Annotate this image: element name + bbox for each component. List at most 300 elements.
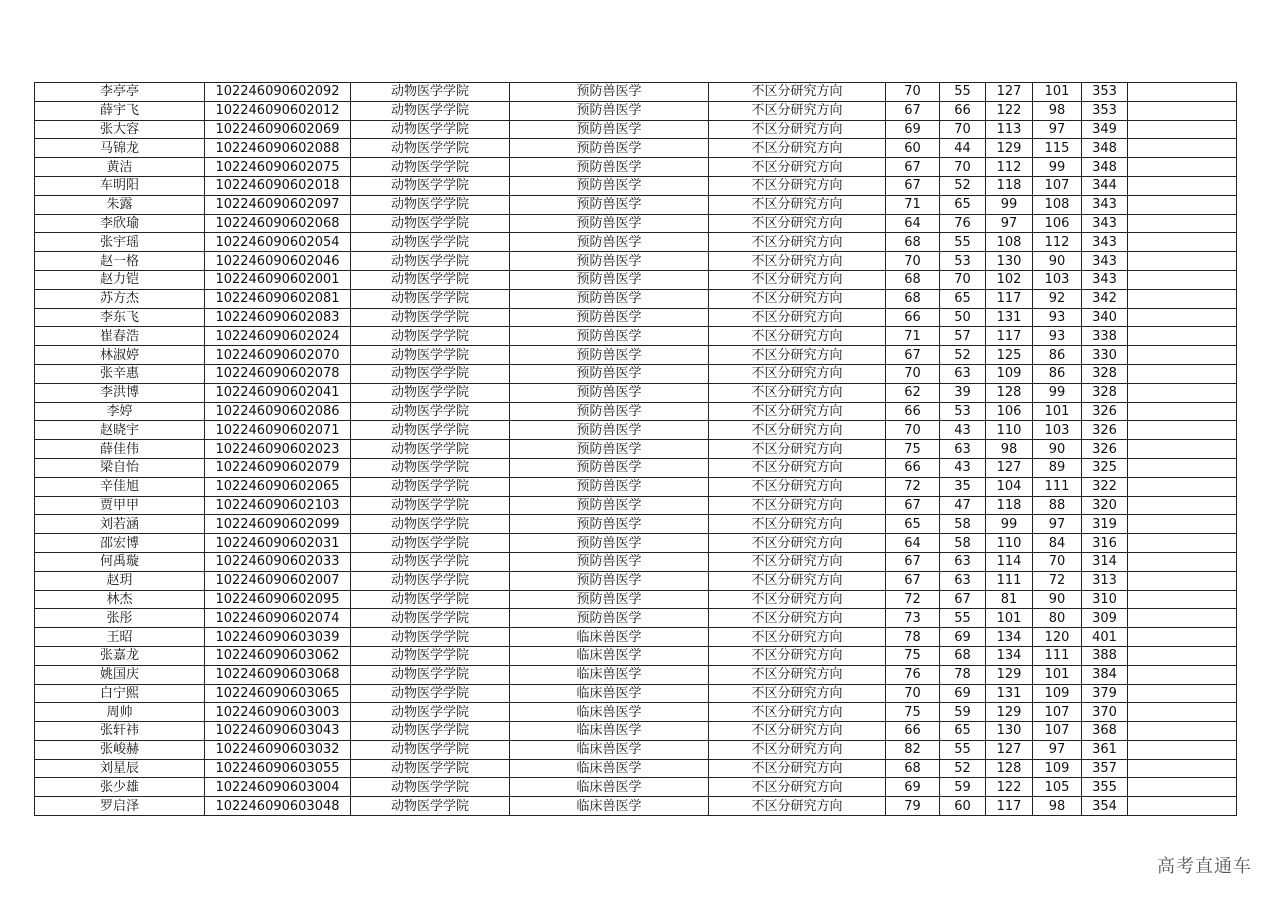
table-row — [35, 534, 1237, 553]
exam-id-cell: 102246090603039 — [205, 628, 351, 647]
total-score-cell: 338 — [1082, 327, 1128, 346]
major-cell: 预防兽医学 — [510, 364, 709, 383]
note-cell — [1128, 158, 1237, 177]
foreign-language-score-cell: 70 — [940, 120, 986, 139]
major-cell: 临床兽医学 — [510, 703, 709, 722]
politics-score-cell: 82 — [886, 740, 940, 759]
note-cell — [1128, 214, 1237, 233]
student-name-cell: 赵一格 — [35, 252, 205, 271]
student-name-cell: 张大容 — [35, 120, 205, 139]
exam-id-cell: 102246090602007 — [205, 571, 351, 590]
subject1-score-cell: 118 — [986, 496, 1033, 515]
direction-cell: 不区分研究方向 — [709, 722, 886, 741]
student-name-cell: 赵力铠 — [35, 270, 205, 289]
subject1-score-cell: 114 — [986, 552, 1033, 571]
direction-cell: 不区分研究方向 — [709, 252, 886, 271]
table-row — [35, 515, 1237, 534]
politics-score-cell: 72 — [886, 477, 940, 496]
major-cell: 临床兽医学 — [510, 646, 709, 665]
total-score-cell: 340 — [1082, 308, 1128, 327]
college-cell: 动物医学学院 — [351, 158, 510, 177]
subject2-score-cell: 70 — [1033, 552, 1082, 571]
major-cell: 临床兽医学 — [510, 628, 709, 647]
direction-cell: 不区分研究方向 — [709, 346, 886, 365]
student-name-cell: 朱露 — [35, 195, 205, 214]
exam-id-cell: 102246090602099 — [205, 515, 351, 534]
college-cell: 动物医学学院 — [351, 778, 510, 797]
subject2-score-cell: 111 — [1033, 477, 1082, 496]
major-cell: 临床兽医学 — [510, 684, 709, 703]
major-cell: 预防兽医学 — [510, 552, 709, 571]
subject1-score-cell: 127 — [986, 83, 1033, 102]
student-name-cell: 林淑婷 — [35, 346, 205, 365]
student-name-cell: 马锦龙 — [35, 139, 205, 158]
student-name-cell: 辛佳旭 — [35, 477, 205, 496]
note-cell — [1128, 515, 1237, 534]
subject2-score-cell: 92 — [1033, 289, 1082, 308]
major-cell: 预防兽医学 — [510, 289, 709, 308]
note-cell — [1128, 101, 1237, 120]
table-row — [35, 740, 1237, 759]
exam-id-cell: 102246090602075 — [205, 158, 351, 177]
total-score-cell: 355 — [1082, 778, 1128, 797]
major-cell: 临床兽医学 — [510, 797, 709, 816]
note-cell — [1128, 571, 1237, 590]
table-row — [35, 195, 1237, 214]
subject2-score-cell: 107 — [1033, 176, 1082, 195]
total-score-cell: 342 — [1082, 289, 1128, 308]
table-row — [35, 270, 1237, 289]
subject1-score-cell: 117 — [986, 797, 1033, 816]
subject1-score-cell: 102 — [986, 270, 1033, 289]
foreign-language-score-cell: 47 — [940, 496, 986, 515]
exam-id-cell: 102246090603004 — [205, 778, 351, 797]
exam-id-cell: 102246090602065 — [205, 477, 351, 496]
total-score-cell: 388 — [1082, 646, 1128, 665]
direction-cell: 不区分研究方向 — [709, 195, 886, 214]
subject1-score-cell: 131 — [986, 308, 1033, 327]
direction-cell: 不区分研究方向 — [709, 609, 886, 628]
politics-score-cell: 66 — [886, 308, 940, 327]
subject2-score-cell: 105 — [1033, 778, 1082, 797]
politics-score-cell: 66 — [886, 722, 940, 741]
direction-cell: 不区分研究方向 — [709, 383, 886, 402]
direction-cell: 不区分研究方向 — [709, 176, 886, 195]
subject2-score-cell: 86 — [1033, 364, 1082, 383]
total-score-cell: 328 — [1082, 383, 1128, 402]
politics-score-cell: 69 — [886, 778, 940, 797]
foreign-language-score-cell: 66 — [940, 101, 986, 120]
subject1-score-cell: 134 — [986, 628, 1033, 647]
college-cell: 动物医学学院 — [351, 646, 510, 665]
direction-cell: 不区分研究方向 — [709, 552, 886, 571]
subject1-score-cell: 108 — [986, 233, 1033, 252]
major-cell: 预防兽医学 — [510, 590, 709, 609]
major-cell: 预防兽医学 — [510, 233, 709, 252]
note-cell — [1128, 609, 1237, 628]
student-name-cell: 姚国庆 — [35, 665, 205, 684]
major-cell: 临床兽医学 — [510, 778, 709, 797]
subject1-score-cell: 98 — [986, 440, 1033, 459]
direction-cell: 不区分研究方向 — [709, 402, 886, 421]
subject1-score-cell: 128 — [986, 759, 1033, 778]
student-name-cell: 贾甲甲 — [35, 496, 205, 515]
foreign-language-score-cell: 35 — [940, 477, 986, 496]
subject2-score-cell: 99 — [1033, 383, 1082, 402]
subject1-score-cell: 113 — [986, 120, 1033, 139]
table-row — [35, 289, 1237, 308]
student-name-cell: 苏方杰 — [35, 289, 205, 308]
note-cell — [1128, 364, 1237, 383]
politics-score-cell: 70 — [886, 252, 940, 271]
student-name-cell: 张轩祎 — [35, 722, 205, 741]
total-score-cell: 309 — [1082, 609, 1128, 628]
major-cell: 预防兽医学 — [510, 402, 709, 421]
student-name-cell: 张彤 — [35, 609, 205, 628]
major-cell: 预防兽医学 — [510, 477, 709, 496]
table-row — [35, 722, 1237, 741]
table-row — [35, 101, 1237, 120]
foreign-language-score-cell: 65 — [940, 289, 986, 308]
subject1-score-cell: 129 — [986, 139, 1033, 158]
college-cell: 动物医学学院 — [351, 308, 510, 327]
table-row — [35, 646, 1237, 665]
college-cell: 动物医学学院 — [351, 83, 510, 102]
college-cell: 动物医学学院 — [351, 214, 510, 233]
direction-cell: 不区分研究方向 — [709, 797, 886, 816]
subject1-score-cell: 129 — [986, 665, 1033, 684]
table-row — [35, 158, 1237, 177]
subject2-score-cell: 88 — [1033, 496, 1082, 515]
direction-cell: 不区分研究方向 — [709, 139, 886, 158]
table-row — [35, 552, 1237, 571]
foreign-language-score-cell: 43 — [940, 458, 986, 477]
student-name-cell: 李婷 — [35, 402, 205, 421]
major-cell: 预防兽医学 — [510, 458, 709, 477]
direction-cell: 不区分研究方向 — [709, 571, 886, 590]
table-row — [35, 665, 1237, 684]
exam-id-cell: 102246090602081 — [205, 289, 351, 308]
foreign-language-score-cell: 59 — [940, 703, 986, 722]
total-score-cell: 357 — [1082, 759, 1128, 778]
exam-id-cell: 102246090602078 — [205, 364, 351, 383]
table-row — [35, 797, 1237, 816]
student-name-cell: 梁自怡 — [35, 458, 205, 477]
direction-cell: 不区分研究方向 — [709, 233, 886, 252]
table-row — [35, 571, 1237, 590]
major-cell: 预防兽医学 — [510, 195, 709, 214]
total-score-cell: 353 — [1082, 101, 1128, 120]
student-name-cell: 车明阳 — [35, 176, 205, 195]
college-cell: 动物医学学院 — [351, 270, 510, 289]
total-score-cell: 344 — [1082, 176, 1128, 195]
note-cell — [1128, 139, 1237, 158]
major-cell: 预防兽医学 — [510, 571, 709, 590]
college-cell: 动物医学学院 — [351, 609, 510, 628]
exam-id-cell: 102246090602033 — [205, 552, 351, 571]
subject2-score-cell: 90 — [1033, 252, 1082, 271]
college-cell: 动物医学学院 — [351, 195, 510, 214]
politics-score-cell: 76 — [886, 665, 940, 684]
note-cell — [1128, 83, 1237, 102]
major-cell: 预防兽医学 — [510, 609, 709, 628]
table-row — [35, 458, 1237, 477]
note-cell — [1128, 778, 1237, 797]
direction-cell: 不区分研究方向 — [709, 364, 886, 383]
exam-id-cell: 102246090603032 — [205, 740, 351, 759]
table-row — [35, 778, 1237, 797]
college-cell: 动物医学学院 — [351, 496, 510, 515]
college-cell: 动物医学学院 — [351, 684, 510, 703]
politics-score-cell: 67 — [886, 176, 940, 195]
major-cell: 预防兽医学 — [510, 214, 709, 233]
total-score-cell: 384 — [1082, 665, 1128, 684]
foreign-language-score-cell: 53 — [940, 402, 986, 421]
note-cell — [1128, 665, 1237, 684]
student-name-cell: 张少雄 — [35, 778, 205, 797]
total-score-cell: 328 — [1082, 364, 1128, 383]
subject2-score-cell: 115 — [1033, 139, 1082, 158]
table-row — [35, 402, 1237, 421]
subject2-score-cell: 90 — [1033, 590, 1082, 609]
subject1-score-cell: 97 — [986, 214, 1033, 233]
major-cell: 预防兽医学 — [510, 327, 709, 346]
direction-cell: 不区分研究方向 — [709, 778, 886, 797]
subject1-score-cell: 106 — [986, 402, 1033, 421]
note-cell — [1128, 252, 1237, 271]
foreign-language-score-cell: 55 — [940, 609, 986, 628]
politics-score-cell: 65 — [886, 515, 940, 534]
college-cell: 动物医学学院 — [351, 590, 510, 609]
major-cell: 预防兽医学 — [510, 270, 709, 289]
subject2-score-cell: 101 — [1033, 83, 1082, 102]
politics-score-cell: 67 — [886, 346, 940, 365]
subject2-score-cell: 107 — [1033, 703, 1082, 722]
foreign-language-score-cell: 69 — [940, 684, 986, 703]
table-row — [35, 477, 1237, 496]
direction-cell: 不区分研究方向 — [709, 477, 886, 496]
major-cell: 预防兽医学 — [510, 383, 709, 402]
major-cell: 预防兽医学 — [510, 176, 709, 195]
student-name-cell: 刘星辰 — [35, 759, 205, 778]
total-score-cell: 320 — [1082, 496, 1128, 515]
direction-cell: 不区分研究方向 — [709, 327, 886, 346]
exam-id-cell: 102246090603003 — [205, 703, 351, 722]
total-score-cell: 379 — [1082, 684, 1128, 703]
subject1-score-cell: 81 — [986, 590, 1033, 609]
foreign-language-score-cell: 68 — [940, 646, 986, 665]
exam-id-cell: 102246090602068 — [205, 214, 351, 233]
student-name-cell: 邵宏博 — [35, 534, 205, 553]
college-cell: 动物医学学院 — [351, 440, 510, 459]
direction-cell: 不区分研究方向 — [709, 83, 886, 102]
college-cell: 动物医学学院 — [351, 383, 510, 402]
subject2-score-cell: 93 — [1033, 327, 1082, 346]
subject2-score-cell: 89 — [1033, 458, 1082, 477]
table-row — [35, 383, 1237, 402]
table-row — [35, 440, 1237, 459]
major-cell: 预防兽医学 — [510, 440, 709, 459]
subject2-score-cell: 106 — [1033, 214, 1082, 233]
exam-id-cell: 102246090602088 — [205, 139, 351, 158]
direction-cell: 不区分研究方向 — [709, 289, 886, 308]
exam-id-cell: 102246090602071 — [205, 421, 351, 440]
foreign-language-score-cell: 55 — [940, 233, 986, 252]
note-cell — [1128, 421, 1237, 440]
total-score-cell: 401 — [1082, 628, 1128, 647]
exam-id-cell: 102246090602074 — [205, 609, 351, 628]
foreign-language-score-cell: 55 — [940, 740, 986, 759]
foreign-language-score-cell: 53 — [940, 252, 986, 271]
student-name-cell: 张峻赫 — [35, 740, 205, 759]
direction-cell: 不区分研究方向 — [709, 703, 886, 722]
politics-score-cell: 75 — [886, 440, 940, 459]
foreign-language-score-cell: 65 — [940, 722, 986, 741]
politics-score-cell: 64 — [886, 534, 940, 553]
major-cell: 预防兽医学 — [510, 346, 709, 365]
total-score-cell: 348 — [1082, 139, 1128, 158]
subject1-score-cell: 129 — [986, 703, 1033, 722]
subject2-score-cell: 98 — [1033, 101, 1082, 120]
subject2-score-cell: 107 — [1033, 722, 1082, 741]
politics-score-cell: 70 — [886, 421, 940, 440]
direction-cell: 不区分研究方向 — [709, 270, 886, 289]
table-row — [35, 327, 1237, 346]
politics-score-cell: 72 — [886, 590, 940, 609]
subject1-score-cell: 110 — [986, 534, 1033, 553]
college-cell: 动物医学学院 — [351, 534, 510, 553]
student-name-cell: 黄洁 — [35, 158, 205, 177]
foreign-language-score-cell: 65 — [940, 195, 986, 214]
table-row — [35, 590, 1237, 609]
student-name-cell: 薛宇飞 — [35, 101, 205, 120]
subject2-score-cell: 97 — [1033, 120, 1082, 139]
foreign-language-score-cell: 67 — [940, 590, 986, 609]
direction-cell: 不区分研究方向 — [709, 158, 886, 177]
subject2-score-cell: 120 — [1033, 628, 1082, 647]
foreign-language-score-cell: 70 — [940, 158, 986, 177]
subject1-score-cell: 127 — [986, 458, 1033, 477]
major-cell: 预防兽医学 — [510, 515, 709, 534]
table-row — [35, 214, 1237, 233]
total-score-cell: 343 — [1082, 252, 1128, 271]
college-cell: 动物医学学院 — [351, 233, 510, 252]
note-cell — [1128, 233, 1237, 252]
note-cell — [1128, 703, 1237, 722]
foreign-language-score-cell: 63 — [940, 440, 986, 459]
subject2-score-cell: 103 — [1033, 270, 1082, 289]
score-table-body — [35, 83, 1237, 816]
politics-score-cell: 67 — [886, 552, 940, 571]
subject2-score-cell: 112 — [1033, 233, 1082, 252]
foreign-language-score-cell: 44 — [940, 139, 986, 158]
table-row — [35, 346, 1237, 365]
college-cell: 动物医学学院 — [351, 176, 510, 195]
direction-cell: 不区分研究方向 — [709, 628, 886, 647]
note-cell — [1128, 458, 1237, 477]
total-score-cell: 361 — [1082, 740, 1128, 759]
subject1-score-cell: 134 — [986, 646, 1033, 665]
total-score-cell: 343 — [1082, 233, 1128, 252]
subject2-score-cell: 101 — [1033, 665, 1082, 684]
table-row — [35, 176, 1237, 195]
exam-id-cell: 102246090602054 — [205, 233, 351, 252]
score-table — [34, 82, 1237, 816]
politics-score-cell: 68 — [886, 270, 940, 289]
subject1-score-cell: 104 — [986, 477, 1033, 496]
subject1-score-cell: 110 — [986, 421, 1033, 440]
college-cell: 动物医学学院 — [351, 101, 510, 120]
direction-cell: 不区分研究方向 — [709, 684, 886, 703]
college-cell: 动物医学学院 — [351, 402, 510, 421]
exam-id-cell: 102246090603065 — [205, 684, 351, 703]
note-cell — [1128, 740, 1237, 759]
total-score-cell: 370 — [1082, 703, 1128, 722]
table-row — [35, 496, 1237, 515]
politics-score-cell: 68 — [886, 289, 940, 308]
direction-cell: 不区分研究方向 — [709, 101, 886, 120]
note-cell — [1128, 646, 1237, 665]
note-cell — [1128, 684, 1237, 703]
exam-id-cell: 102246090602046 — [205, 252, 351, 271]
student-name-cell: 崔春浩 — [35, 327, 205, 346]
total-score-cell: 353 — [1082, 83, 1128, 102]
politics-score-cell: 67 — [886, 571, 940, 590]
foreign-language-score-cell: 59 — [940, 778, 986, 797]
politics-score-cell: 66 — [886, 402, 940, 421]
foreign-language-score-cell: 60 — [940, 797, 986, 816]
note-cell — [1128, 176, 1237, 195]
exam-id-cell: 102246090602041 — [205, 383, 351, 402]
politics-score-cell: 70 — [886, 364, 940, 383]
table-row — [35, 308, 1237, 327]
politics-score-cell: 69 — [886, 120, 940, 139]
subject1-score-cell: 117 — [986, 327, 1033, 346]
college-cell: 动物医学学院 — [351, 797, 510, 816]
table-row — [35, 628, 1237, 647]
major-cell: 预防兽医学 — [510, 252, 709, 271]
student-name-cell: 薛佳伟 — [35, 440, 205, 459]
direction-cell: 不区分研究方向 — [709, 440, 886, 459]
subject1-score-cell: 111 — [986, 571, 1033, 590]
note-cell — [1128, 383, 1237, 402]
total-score-cell: 325 — [1082, 458, 1128, 477]
foreign-language-score-cell: 52 — [940, 346, 986, 365]
subject2-score-cell: 103 — [1033, 421, 1082, 440]
major-cell: 预防兽医学 — [510, 421, 709, 440]
exam-id-cell: 102246090602070 — [205, 346, 351, 365]
subject2-score-cell: 101 — [1033, 402, 1082, 421]
foreign-language-score-cell: 63 — [940, 571, 986, 590]
college-cell: 动物医学学院 — [351, 364, 510, 383]
politics-score-cell: 68 — [886, 233, 940, 252]
foreign-language-score-cell: 55 — [940, 83, 986, 102]
college-cell: 动物医学学院 — [351, 552, 510, 571]
major-cell: 临床兽医学 — [510, 740, 709, 759]
note-cell — [1128, 327, 1237, 346]
subject2-score-cell: 108 — [1033, 195, 1082, 214]
exam-id-cell: 102246090602086 — [205, 402, 351, 421]
exam-id-cell: 102246090602079 — [205, 458, 351, 477]
table-row — [35, 364, 1237, 383]
total-score-cell: 349 — [1082, 120, 1128, 139]
politics-score-cell: 79 — [886, 797, 940, 816]
foreign-language-score-cell: 78 — [940, 665, 986, 684]
politics-score-cell: 75 — [886, 703, 940, 722]
exam-id-cell: 102246090602069 — [205, 120, 351, 139]
note-cell — [1128, 270, 1237, 289]
college-cell: 动物医学学院 — [351, 759, 510, 778]
